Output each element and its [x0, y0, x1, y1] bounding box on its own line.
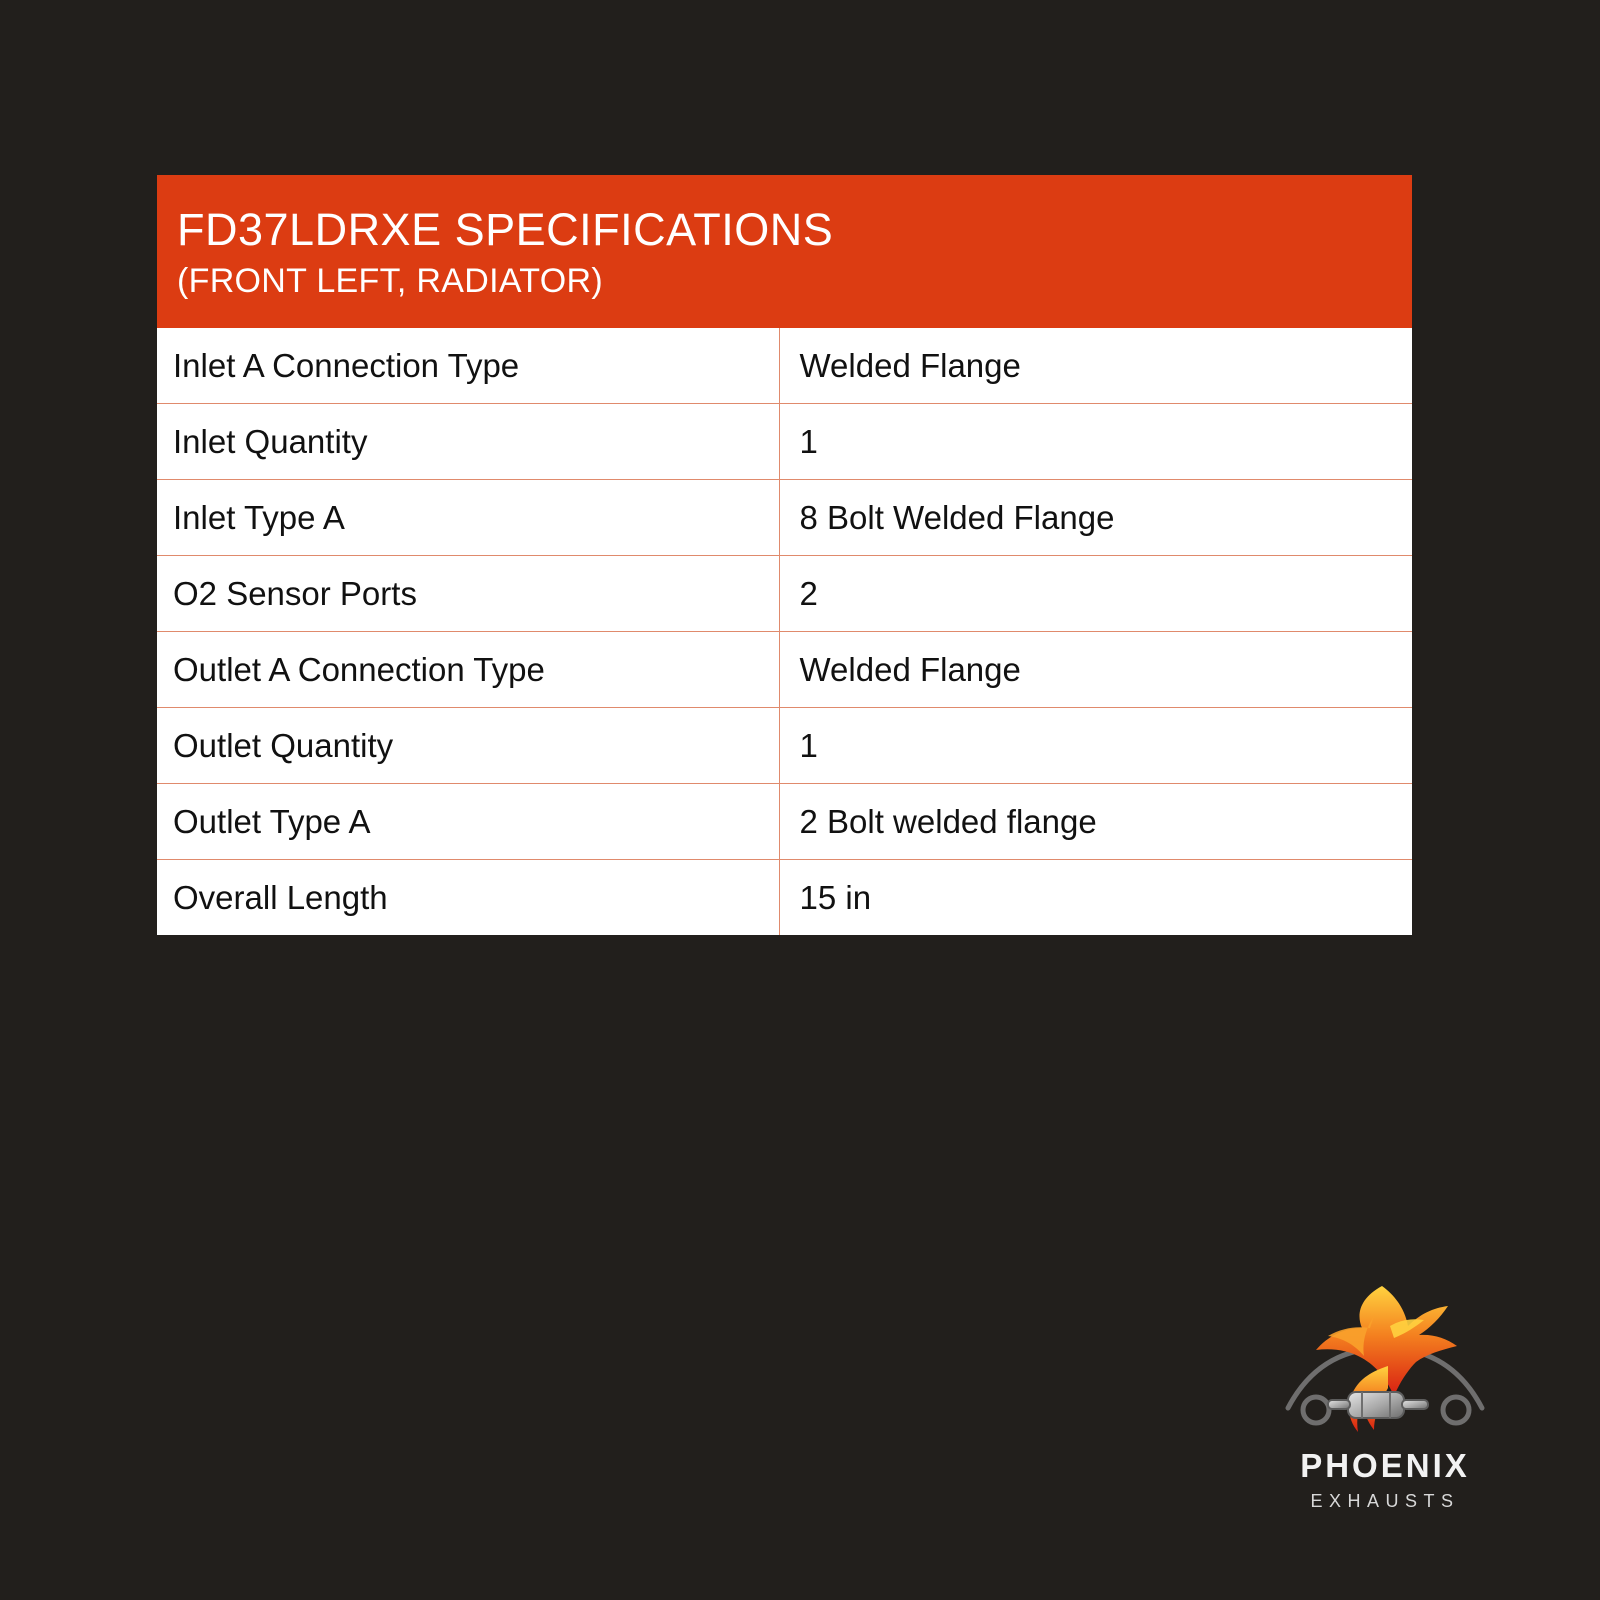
table-row — [157, 556, 1412, 632]
table-row — [157, 631, 1412, 707]
spec-value: 2 — [799, 575, 818, 612]
brand-logo — [1270, 1270, 1500, 1520]
spec-card-header — [157, 175, 1412, 328]
specifications-table — [157, 328, 1412, 935]
table-row — [157, 859, 1412, 934]
spec-value: 8 Bolt Welded Flange — [799, 499, 1115, 537]
brand-tagline: EXHAUSTS — [1310, 1491, 1460, 1511]
spec-value: 1 — [799, 726, 818, 764]
phoenix-bird-icon — [1270, 1270, 1500, 1445]
spec-label: Outlet Type A — [157, 783, 779, 859]
page-title: FD37LDRXE SPECIFICATIONS — [177, 204, 834, 255]
spec-value: 1 — [799, 423, 818, 461]
spec-value: Welded Flange — [799, 650, 1021, 688]
table-row — [157, 783, 1412, 859]
spec-value: 2 Bolt welded flange — [799, 802, 1097, 840]
table-row — [157, 707, 1412, 783]
spec-label: Inlet A Connection Type — [157, 328, 779, 403]
spec-label: Outlet Quantity — [157, 707, 779, 783]
table-row — [157, 480, 1412, 556]
specifications-card — [157, 175, 1412, 935]
spec-value: 15 in — [799, 878, 872, 916]
table-row — [157, 328, 1412, 403]
brand-name: PHOENIX — [1300, 1447, 1470, 1484]
spec-label: Inlet Quantity — [157, 404, 779, 480]
spec-label: Inlet Type A — [157, 480, 779, 556]
page-subtitle: (FRONT LEFT, RADIATOR) — [177, 262, 603, 301]
spec-label: Overall Length — [157, 859, 779, 934]
table-row — [157, 404, 1412, 480]
spec-label: Outlet A Connection Type — [157, 631, 779, 707]
spec-value: Welded Flange — [799, 347, 1021, 385]
spec-label: O2 Sensor Ports — [157, 556, 779, 632]
